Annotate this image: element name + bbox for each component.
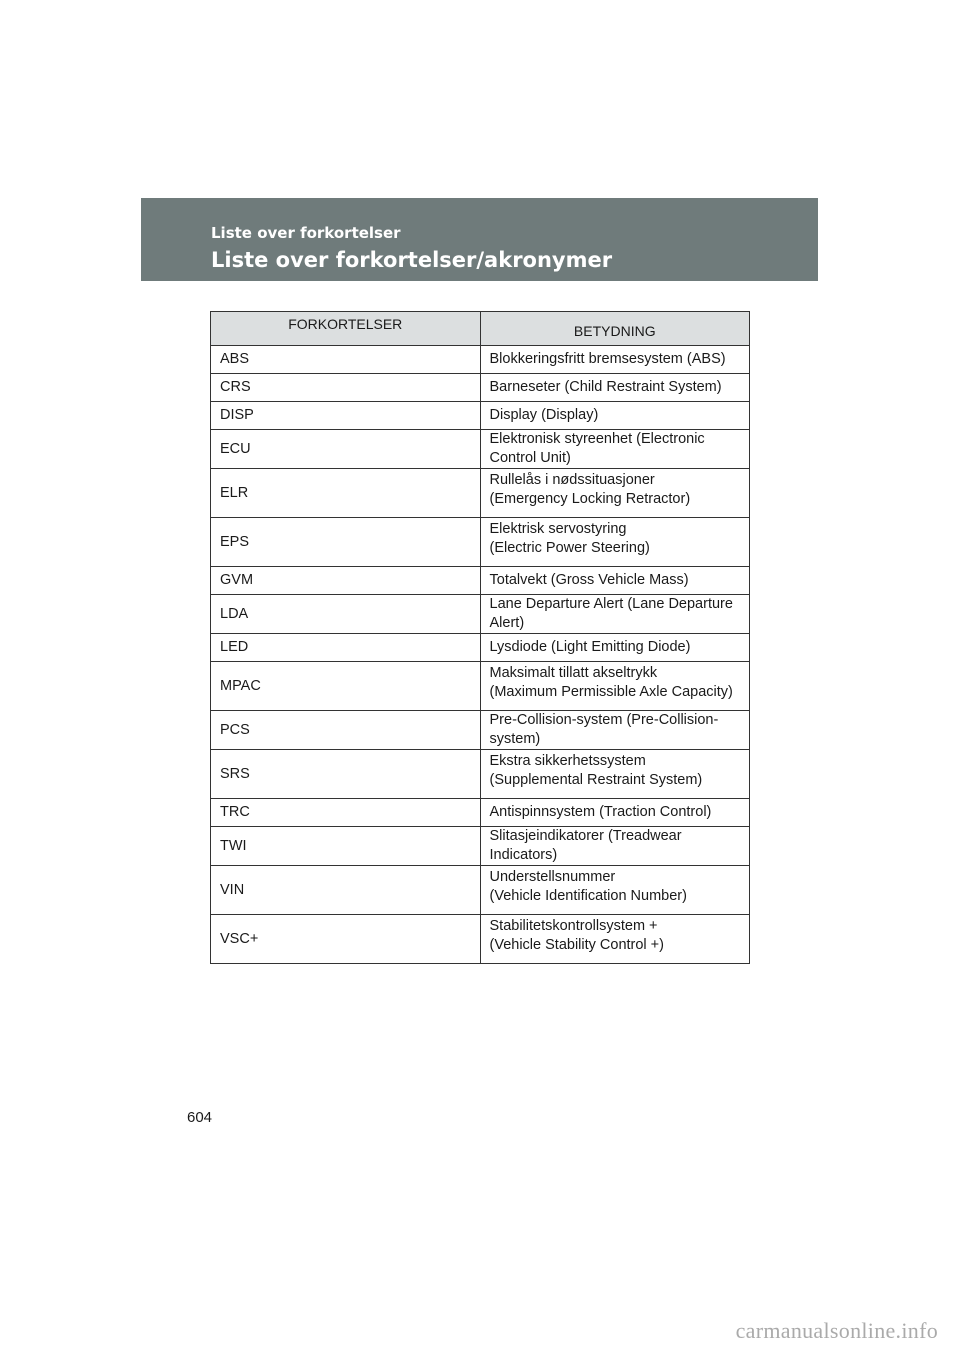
- meaning-line: (Maximum Permissible Axle Capacity): [489, 684, 733, 700]
- table-row: [211, 518, 750, 567]
- meaning-cell: [480, 518, 750, 567]
- abbreviation-cell: GVM: [211, 567, 481, 595]
- table-row: [211, 346, 750, 374]
- abbreviation-cell: EPS: [211, 518, 481, 567]
- table-row: [211, 827, 750, 866]
- meaning-cell: [480, 827, 750, 866]
- abbreviation-cell: DISP: [211, 402, 481, 430]
- page-number: 604: [187, 1109, 213, 1126]
- meaning-cell: [480, 595, 750, 634]
- table-row: [211, 866, 750, 915]
- table-body: [211, 346, 750, 964]
- meaning-line: (Vehicle Identification Number): [489, 888, 687, 904]
- abbreviation-cell: LDA: [211, 595, 481, 634]
- table-row: [211, 634, 750, 662]
- table-row: [211, 374, 750, 402]
- meaning-line: Antispinnsystem (Traction Control): [489, 804, 712, 820]
- section-label: Liste over forkortelser: [211, 224, 401, 242]
- table-row: [211, 662, 750, 711]
- abbreviation-cell: PCS: [211, 711, 481, 750]
- meaning-cell: [480, 634, 750, 662]
- meaning-line: Display (Display): [489, 407, 599, 423]
- meaning-cell: [480, 346, 750, 374]
- meaning-cell: [480, 915, 750, 964]
- meaning-cell: [480, 711, 750, 750]
- table-row: [211, 750, 750, 799]
- meaning-cell: [480, 662, 750, 711]
- meaning-cell: [480, 799, 750, 827]
- meaning-line: (Vehicle Stability Control +): [489, 937, 664, 953]
- abbreviation-cell: CRS: [211, 374, 481, 402]
- meaning-cell: [480, 750, 750, 799]
- meaning-line: Elektronisk styreenhet (Electronic Control Unit): [489, 431, 705, 466]
- table-row: [211, 430, 750, 469]
- meaning-line: Totalvekt (Gross Vehicle Mass): [489, 572, 689, 588]
- page-title: Liste over forkortelser/akronymer: [211, 248, 613, 272]
- table-header-row: [211, 312, 750, 346]
- meaning-line: Lane Departure Alert (Lane Departure Alert): [489, 596, 733, 631]
- abbreviation-table: [210, 311, 750, 964]
- abbreviation-cell: TWI: [211, 827, 481, 866]
- meaning-line: Slitasjeindikatorer (Treadwear Indicators): [489, 828, 682, 863]
- meaning-line: (Electric Power Steering): [489, 540, 650, 556]
- meaning-cell: [480, 567, 750, 595]
- table-row: [211, 402, 750, 430]
- abbreviation-cell: MPAC: [211, 662, 481, 711]
- meaning-line: Rullelås i nødssituasjoner: [489, 472, 655, 488]
- meaning-line: Stabilitetskontrollsystem +: [489, 918, 658, 934]
- abbreviation-cell: TRC: [211, 799, 481, 827]
- table-row: [211, 915, 750, 964]
- table-row: [211, 567, 750, 595]
- meaning-line: Elektrisk servostyring: [489, 521, 627, 537]
- table-row: [211, 595, 750, 634]
- meaning-line: (Supplemental Restraint System): [489, 772, 703, 788]
- meaning-cell: [480, 430, 750, 469]
- meaning-line: Lysdiode (Light Emitting Diode): [489, 639, 691, 655]
- column-header-meaning: BETYDNING: [480, 312, 750, 346]
- table-row: [211, 469, 750, 518]
- watermark: carmanualsonline.info: [735, 1318, 938, 1343]
- meaning-cell: [480, 402, 750, 430]
- abbreviation-cell: VIN: [211, 866, 481, 915]
- abbreviation-cell: VSC+: [211, 915, 481, 964]
- abbreviation-cell: LED: [211, 634, 481, 662]
- meaning-cell: [480, 374, 750, 402]
- header-banner: [141, 198, 818, 281]
- meaning-line: Understellsnummer: [489, 869, 616, 885]
- meaning-cell: [480, 469, 750, 518]
- table-row: [211, 799, 750, 827]
- column-header-abbreviations: FORKORTELSER: [211, 312, 481, 346]
- abbreviation-cell: ELR: [211, 469, 481, 518]
- meaning-line: Pre-Collision-system (Pre-Collision-system): [489, 712, 719, 747]
- meaning-line: Maksimalt tillatt akseltrykk: [489, 665, 658, 681]
- meaning-line: Blokkeringsfritt bremsesystem (ABS): [489, 351, 726, 367]
- abbreviation-cell: ECU: [211, 430, 481, 469]
- abbreviation-cell: SRS: [211, 750, 481, 799]
- meaning-line: Ekstra sikkerhetssystem: [489, 753, 646, 769]
- meaning-cell: [480, 866, 750, 915]
- meaning-line: Barneseter (Child Restraint System): [489, 379, 722, 395]
- meaning-line: (Emergency Locking Retractor): [489, 491, 691, 507]
- abbreviation-cell: ABS: [211, 346, 481, 374]
- table-row: [211, 711, 750, 750]
